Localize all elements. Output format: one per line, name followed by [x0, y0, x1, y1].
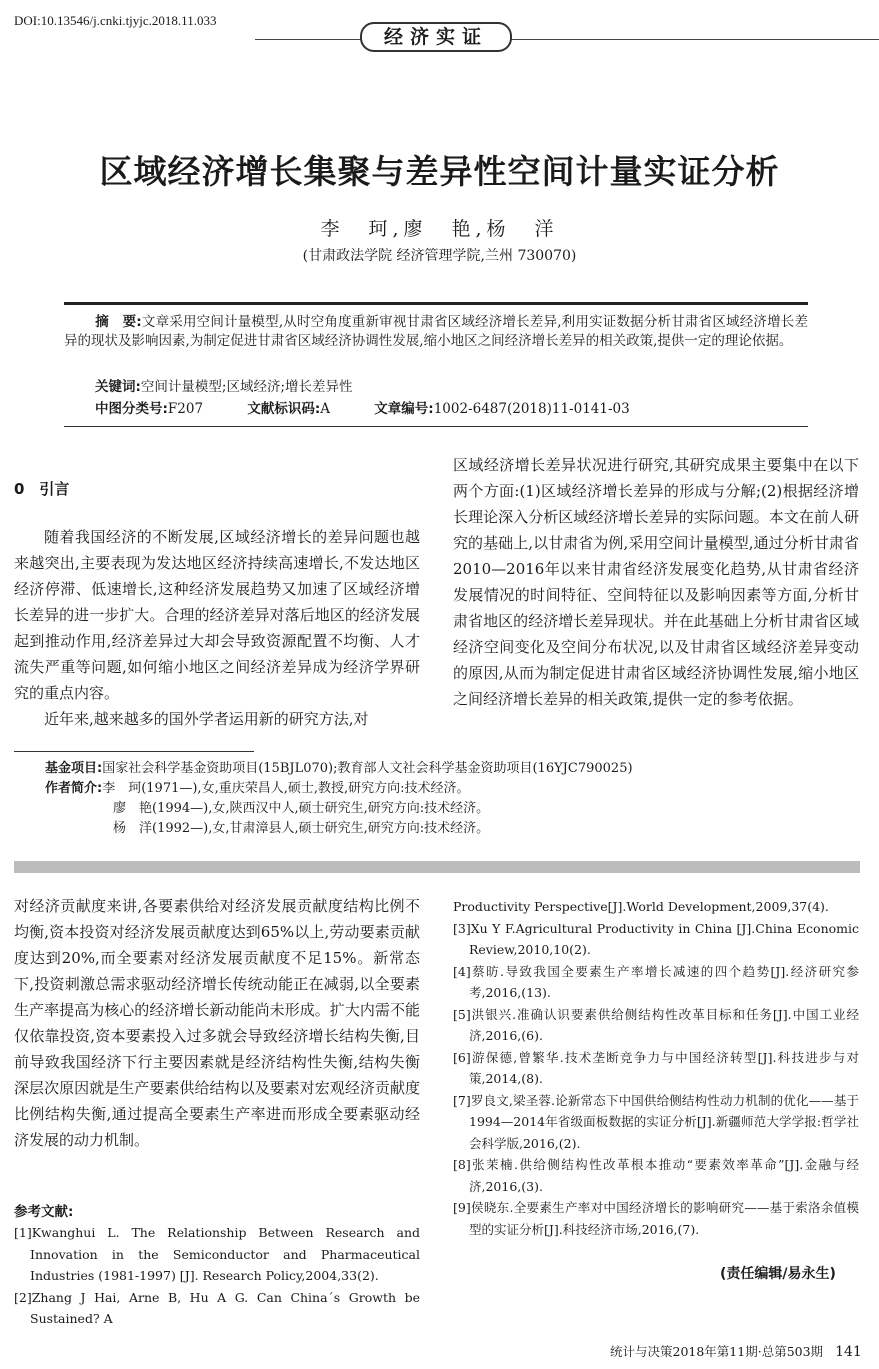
reference-item: [8]张茉楠.供给侧结构性改革根本推动“要素效率革命”[J].金融与经济,2016,(3). — [453, 1157, 859, 1194]
references-heading: 参考文献: — [14, 1204, 74, 1220]
journal-issue: 统计与决策2018年第11期·总第503期 — [610, 1344, 824, 1359]
author-bio: 廖 艳(1994—),女,陕西汉中人,硕士研究生,研究方向:技术经济。 — [113, 801, 490, 816]
paragraph: 对经济贡献度来讲,各要素供给对经济发展贡献度结构比例不均衡,资本投资对经济发展贡献度达到65%以上,劳动要素贡献度达到20%,而全要素对经济发展贡献度不足15%。新常态下,投资刺激总需求驱动经济增长传统动能正在减弱,以全要素生产率提高为核心的经济增长新动能尚未形成。扩大内需不能仅依靠投资,资本要素投入过多就会导致经济增长结构失衡,目前导致我国经济下行主要因素就是经济结构性失衡,结构失衡深层次原因就是生产要素供给结构以及要素对宏观经济贡献度比例结构失衡,通过提高全要素生产率进而形成全要素驱动经济发展的动力机制。 — [14, 897, 420, 1149]
page-divider-bar — [14, 861, 860, 873]
paragraph: 区域经济增长差异状况进行研究,其研究成果主要集中在以下两个方面:(1)区域经济增长差异的形成与分解;(2)根据经济增长理论深入分析区域经济增长差异的实际问题。本文在前人研究的基础上,以甘肃省为例,采用空间计量模型,通过分析甘肃省2010—2016年以来甘肃省经济发展变化趋势,从甘肃省经济发展情况的时间特征、空间特征以及影响因素等方面,分析甘肃省地区的经济增长差异现状。并在此基础上分析甘肃省区域经济空间变化及空间分布状况,以及甘肃省区域经济差异变动的原因,从而为制定促进甘肃省区域经济协调性发展,缩小地区之间经济增长差异的相关政策,提供一定的参考依据。 — [453, 456, 859, 708]
reference-item: [5]洪银兴.准确认识要素供给侧结构性改革目标和任务[J].中国工业经济,2016,(6). — [453, 1006, 859, 1043]
section-heading-intro: 0 引言 — [14, 480, 70, 498]
keywords-text: 空间计量模型;区域经济;增长差异性 — [140, 379, 353, 395]
section-label: 经济实证 — [360, 22, 512, 52]
page-number: 141 — [835, 1344, 862, 1360]
footnote-rule — [14, 751, 254, 752]
responsible-editor: (责任编辑/易永生) — [720, 1266, 836, 1282]
reference-item: [9]侯晓东.全要素生产率对中国经济增长的影响研究——基于索洛余值模型的实证分析[J].科技经济市场,2016,(7). — [453, 1200, 859, 1237]
reference-item: Productivity Perspective[J].World Development,2009,37(4). — [453, 899, 829, 914]
reference-item: [3]Xu Y F.Agricultural Productivity in China [J].China Economic Review,2010,10(2). — [453, 920, 859, 957]
references-left — [14, 1222, 420, 1330]
author-bio: 杨 洋(1992—),女,甘肃漳县人,硕士研究生,研究方向:技术经济。 — [113, 821, 490, 836]
reference-item: [1]Kwanghui L. The Relationship Between Research and Innovation in the Semiconductor and Pharmaceutical Industries (1981-1997) [J]. Research Policy,2004,33(2). — [14, 1225, 420, 1283]
continued-column — [14, 893, 420, 1153]
abstract-label: 摘 要: — [95, 314, 142, 330]
reference-item: [6]游保德,曾繁华.技术垄断竞争力与中国经济转型[J].科技进步与对策,2014,(8). — [453, 1049, 859, 1086]
reference-item: [4]蔡昉.导致我国全要素生产率增长减速的四个趋势[J].经济研究参考,2016,(13). — [453, 963, 859, 1000]
article-no-value: 1002-6487(2018)11-0141-03 — [433, 401, 630, 417]
doi: DOI:10.13546/j.cnki.tjyjc.2018.11.033 — [14, 13, 217, 28]
abstract-text: 文章采用空间计量模型,从时空角度重新审视甘肃省区域经济增长差异,利用实证数据分析甘肃省区域经济增长差异的现状及影响因素,为制定促进甘肃省区域经济协调性发展,缩小地区之间经济增长差异的相关政策,提供一定的理论依据。 — [64, 314, 808, 349]
header-rule — [255, 39, 879, 40]
right-column — [453, 452, 859, 712]
paragraph: 近年来,越来越多的国外学者运用新的研究方法,对 — [44, 710, 369, 728]
paragraph: 随着我国经济的不断发展,区域经济增长的差异问题也越来越突出,主要表现为发达地区经济持续高速增长,不发达地区经济停滞、低速增长,这种经济发展趋势又加速了区域经济增长差异的进一步扩大。合理的经济差异对落后地区的经济发展起到推动作用,经济差异过大却会导致资源配置不均衡、人才流失严重等问题,如何缩小地区之间经济差异成为经济学界研究的重点内容。 — [14, 528, 420, 702]
page-footer — [610, 1342, 862, 1360]
abstract — [64, 313, 808, 351]
left-column — [14, 524, 420, 732]
reference-item: [2]Zhang J Hai, Arne B, Hu A G. Can China´s Growth be Sustained? A — [14, 1289, 420, 1326]
footnotes — [45, 759, 845, 839]
fund-text: 国家社会科学基金资助项目(15BJL070);教育部人文社会科学基金资助项目(16YJC790025) — [102, 761, 633, 776]
abstract-top-rule — [64, 302, 808, 305]
fund-label: 基金项目: — [45, 761, 103, 776]
authors: 李 珂,廖 艳,杨 洋 — [320, 218, 559, 240]
keywords-label: 关键词: — [95, 379, 141, 395]
references-right — [453, 896, 859, 1240]
clc-label: 中图分类号: — [95, 401, 168, 417]
abstract-bottom-rule — [64, 426, 808, 427]
article-no-label: 文章编号: — [374, 401, 434, 417]
doc-code-value: A — [320, 401, 330, 417]
classification-line — [95, 397, 670, 417]
keywords — [95, 375, 353, 395]
reference-item: [7]罗良文,梁圣蓉.论新常态下中国供给侧结构性动力机制的优化——基于1994—2014年省级面板数据的实证分析[J].新疆师范大学学报:哲学社会科学版,2016,(2). — [453, 1092, 859, 1151]
clc-value: F207 — [167, 401, 204, 417]
doc-code-label: 文献标识码: — [247, 401, 321, 417]
author-label: 作者简介: — [45, 781, 103, 796]
article-title: 区域经济增长集聚与差异性空间计量实证分析 — [99, 152, 780, 191]
affiliation: (甘肃政法学院 经济管理学院,兰州 730070) — [302, 248, 577, 264]
author-bio: 李 珂(1971—),女,重庆荣昌人,硕士,教授,研究方向:技术经济。 — [102, 781, 470, 796]
